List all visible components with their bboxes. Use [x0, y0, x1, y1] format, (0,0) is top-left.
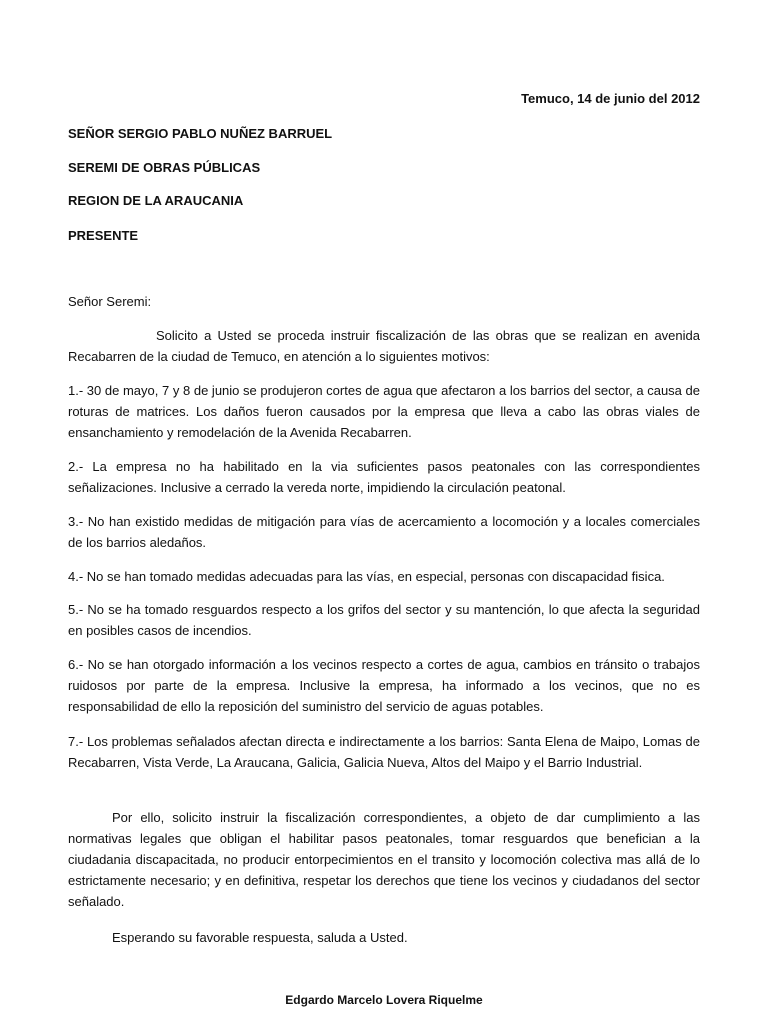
reason-3: 3.- No han existido medidas de mitigación para vías de acercamiento a locomoción y a locales comerciales de los barrios aledaños. — [68, 514, 700, 550]
salutation: Señor Seremi: — [68, 294, 152, 309]
reason-1: 1.- 30 de mayo, 7 y 8 de junio se produjeron cortes de agua que afectaron a los barrios del sector, a causa de roturas de matrices. Los daños fueron causados por la empresa que lleva a cabo las obras viales de ensanchamiento y remodelación de la Avenida Recabarren. — [68, 383, 700, 440]
conclusion-paragraph: Por ello, solicito instruir la fiscalización correspondientes, a objeto de dar cumplimiento a las normativas legales que obligan el habilitar pasos peatonales, tomar resguardos que benefician a la ciudadania discapacitada, no producir entorpecimientos en el transito y locomoción colectiva mas allá de lo estrictamente necesario; y en definitiva, respetar los derechos que tiene los vecinos y ciudadanos del sector señalado. — [68, 810, 700, 909]
addressee-position: SEREMI DE OBRAS PÚBLICAS — [68, 160, 261, 175]
reason-2: 2.- La empresa no ha habilitado en la via suficientes pasos peatonales con las correspondientes señalizaciones. Inclusive a cerrado la vereda norte, impidiendo la circulación peatonal. — [68, 459, 700, 495]
closing-line: Esperando su favorable respuesta, saluda a Usted. — [112, 930, 408, 945]
reason-5: 5.- No se ha tomado resguardos respecto a los grifos del sector y su mantención, lo que afecta la seguridad en posibles casos de incendios. — [68, 602, 700, 638]
signature-name: Edgardo Marcelo Lovera Riquelme — [285, 993, 483, 1007]
intro-paragraph: Solicito a Usted se proceda instruir fiscalización de las obras que se realizan en avenida Recabarren de la ciudad de Temuco, en atención a lo siguientes motivos: — [68, 328, 700, 364]
addressee-name: SEÑOR SERGIO PABLO NUÑEZ BARRUEL — [68, 126, 333, 141]
addressee-presente: PRESENTE — [68, 228, 139, 243]
addressee-region: REGION DE LA ARAUCANIA — [68, 193, 244, 208]
reason-7: 7.- Los problemas señalados afectan directa e indirectamente a los barrios: Santa Elena de Maipo, Lomas de Recabarren, Vista Verde, La Araucana, Galicia, Galicia Nueva, Altos del Maipo y el Barrio Industrial. — [68, 734, 700, 770]
reason-4: 4.- No se han tomado medidas adecuadas para las vías, en especial, personas con discapacidad fisica. — [68, 569, 665, 584]
reason-6: 6.- No se han otorgado información a los vecinos respecto a cortes de agua, cambios en tránsito o trabajos ruidosos por parte de la empresa. Inclusive la empresa, ha informado a los vecinos, que no es responsabilidad de ello la reposición del suministro del servicio de aguas potables. — [68, 657, 700, 714]
letter-date: Temuco, 14 de junio del 2012 — [521, 91, 700, 106]
